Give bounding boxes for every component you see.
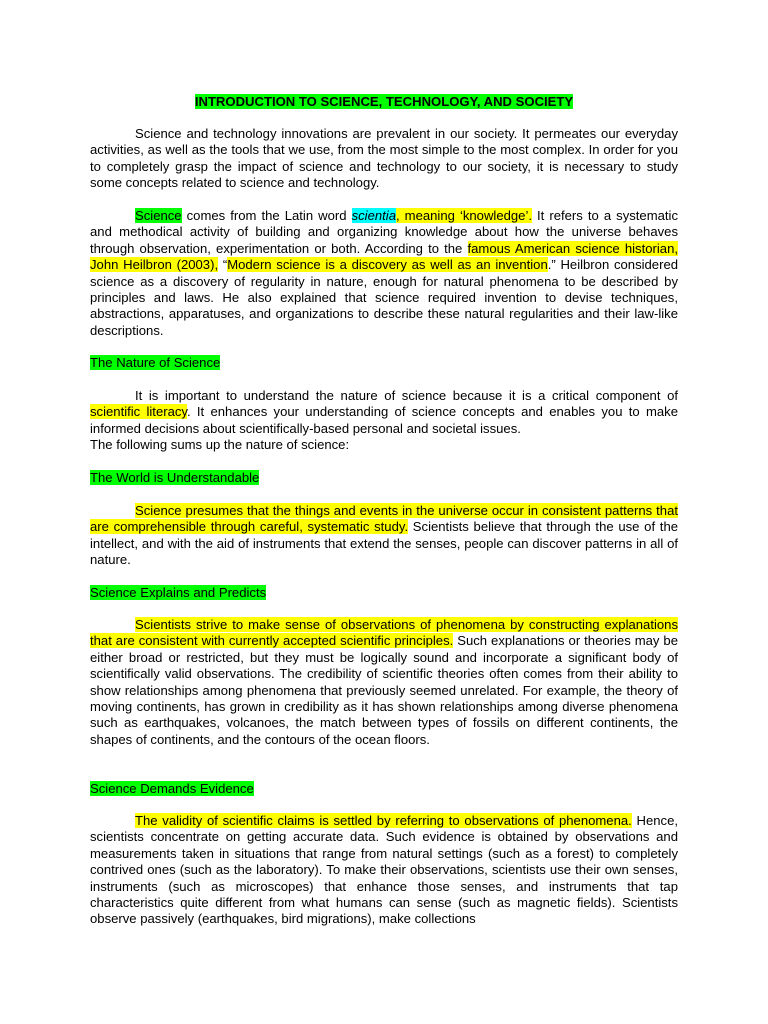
heading-text: Science Demands Evidence [90,781,254,796]
title-text: INTRODUCTION TO SCIENCE, TECHNOLOGY, AND SOCIETY [194,94,574,109]
highlight-validity: The validity of scientific claims is settled by referring to observations of phenomena. [135,813,632,828]
text-run: It refers to a systematic and methodical activity of building and organizing knowledge about how the universe behaves through observation, experimentation or both. According to the [90,208,678,256]
highlight-scientific-literacy: scientific literacy [90,404,187,420]
heading-text: The World is Understandable [90,470,260,485]
text-run: Hence, scientists concentrate on getting accurate data. Such evidence is obtained by observations and measurements taken in situations that range from natural settings (such as a forest) to completely contrived ones (such as the laboratory). To make their observations, scientists use their own senses, instruments (such as microscopes) that enhance those senses, and instruments that tap characteristics quite different from what humans can sense (such as magnetic fields). Scientists observe passively (earthquakes, bird migrations), make collections [90,813,678,927]
text-run: The following sums up the nature of science: [90,437,350,453]
heading-explains-predicts [90,585,266,601]
text-run: “ [218,257,228,273]
highlight-quote: Modern science is a discovery as well as an invention [227,257,548,273]
paragraph-explains [90,617,678,748]
paragraph-intro-text: Science and technology innovations are prevalent in our society. It permeates our everyday activities, as well as the tools that we use, from the most simple to the most complex. In order for you to completely grasp the impact of science and technology to our society, it is necessary to study some concepts related to science and technology. [90,126,678,191]
document-title [90,94,678,110]
highlight-science: Science [135,208,182,223]
text-run: . It enhances your understanding of science concepts and enables you to make informed decisions about scientifically-based personal and societal issues. [90,404,678,436]
text-run: .” Heilbron considered science as a discovery of regularity in nature, enough for natural phenomena to be described by principles and laws. He also explained that science required invention to devise techniques, abstractions, apparatuses, and organizations to describe these natural regularities and their law-like descriptions. [90,257,679,338]
text-run: comes from the Latin word [181,208,352,223]
heading-text: Science Explains and Predicts [90,585,267,600]
paragraph-evidence [90,813,678,928]
heading-world-understandable [90,470,259,486]
text-run: Such explanations or theories may be either broad or restricted, but they must be logically sound and incorporate a significant body of scientifically valid observations. The credibility of scientific theories often comes from their ability to show relationships among phenomena that previously seemed unrelated. For example, the theory of moving continents, has grown in credibility as it has shown relationships among diverse phenomena such as earthquakes, volcanoes, the match between types of fossils on different continents, the shapes of continents, and the contours of the ocean floors. [90,633,678,747]
heading-nature-of-science [90,355,220,371]
highlight-scientia: scientia [351,208,396,223]
paragraph-science-definition [90,208,678,339]
paragraph-nature [90,388,678,454]
highlight-presumes: Science presumes that the things and events in the universe occur in consistent patterns that are comprehensible through careful, systematic study. [90,503,678,535]
text-run: Scientists believe that through the use of the intellect, and with the aid of instruments that extend the senses, people can discover patterns in all of nature. [90,519,679,568]
heading-demands-evidence [90,781,254,797]
heading-text: The Nature of Science [90,355,221,370]
paragraph-intro [90,126,678,192]
highlight-heilbron: famous American science historian, John Heilbron (2003), [90,240,678,273]
highlight-strive: Scientists strive to make sense of observations of phenomena by constructing explanations that are consistent with currently accepted scientific principles. [90,617,678,649]
paragraph-world [90,503,678,569]
text-run: It is important to understand the nature of science because it is a critical component of [135,388,678,403]
highlight-meaning: meaning ‘knowledge’. [404,208,532,223]
text-run: , [395,208,405,223]
